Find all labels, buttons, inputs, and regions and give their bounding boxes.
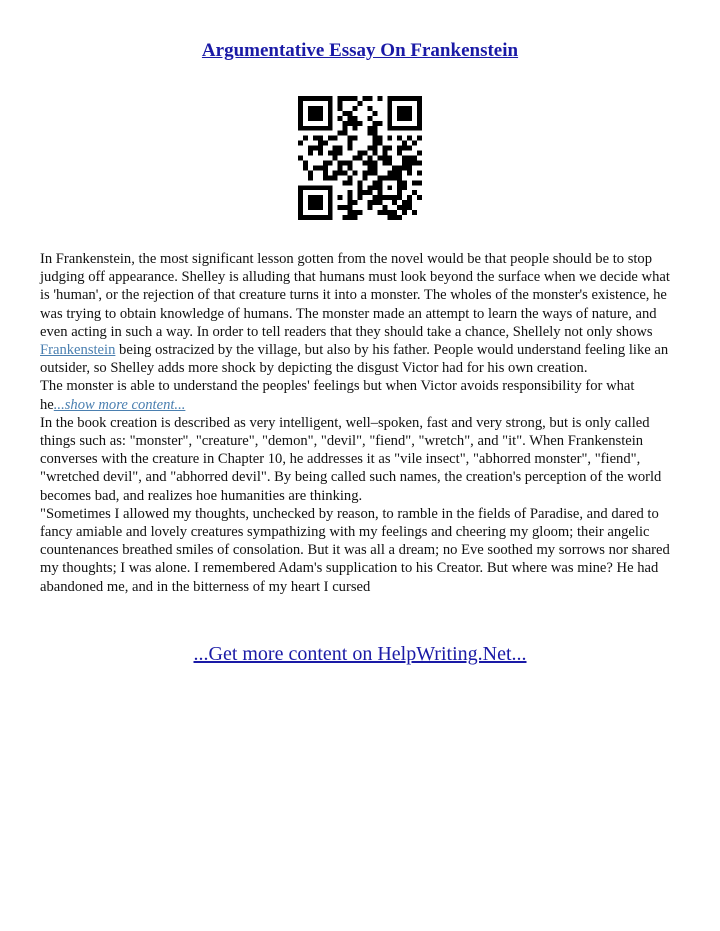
- show-more-link[interactable]: ...show more content...: [53, 396, 186, 413]
- paragraph-3: In the book creation is described as very intelligent, well–spoken, fast and very strong, but is only called things such as: "monster", "creature", "demon", "devil", "fiend", "wretch", and "it". When Frankenstein converses with the creature in Chapter 10, he addresses it as "vile insect", "abhorred monster", "fiend", "wretched devil", and "abhorred devil". By being called such names, the creation's perception of the world becomes bad, and realizes hoe humanities are thinking.: [40, 414, 662, 504]
- essay-body: [40, 250, 682, 596]
- qr-code-icon: [298, 96, 422, 220]
- title-link[interactable]: Argumentative Essay On Frankenstein: [201, 40, 519, 61]
- page-title: [0, 40, 720, 62]
- frankenstein-link[interactable]: Frankenstein: [40, 342, 116, 359]
- paragraph-1: In Frankenstein, the most significant lesson gotten from the novel would be that people should be to stop judging off appearance. Shelley is alluding that humans must look beyond the surface when we decide what is 'human', or the rejection of that creature turns it into a monster. The wholes of the monster's existence, he was trying to obtain knowledge of humans. The monster made an attempt to learn the ways of nature, and even acting in such a way. In order to tell readers that they should take a chance, Shellely not only shows Frankenstein being ostracized by the village, but also by his father. People would understand feeling like an outsider, so Shelley adds more shock by depicting the disgust Victor had for his own creation.: [40, 251, 670, 377]
- footer-cta: [0, 643, 720, 666]
- paragraph-4: "Sometimes I allowed my thoughts, unchecked by reason, to ramble in the fields of Paradise, and dared to fancy amiable and lovely creatures sympathizing with my feelings and cheering my gloom; their angelic countenances breathed smiles of consolation. But it was all a dream; no Eve soothed my sorrows nor shared my thoughts; I was alone. I remembered Adam's supplication to his Creator. But where was mine? He had abandoned me, and in the bitterness of my heart I cursed: [40, 505, 670, 595]
- paragraph-2: The monster is able to understand the peoples' feelings but when Victor avoids responsibility for what he...show more content...: [40, 378, 635, 413]
- get-more-content-link[interactable]: ...Get more content on HelpWriting.Net...: [193, 643, 527, 665]
